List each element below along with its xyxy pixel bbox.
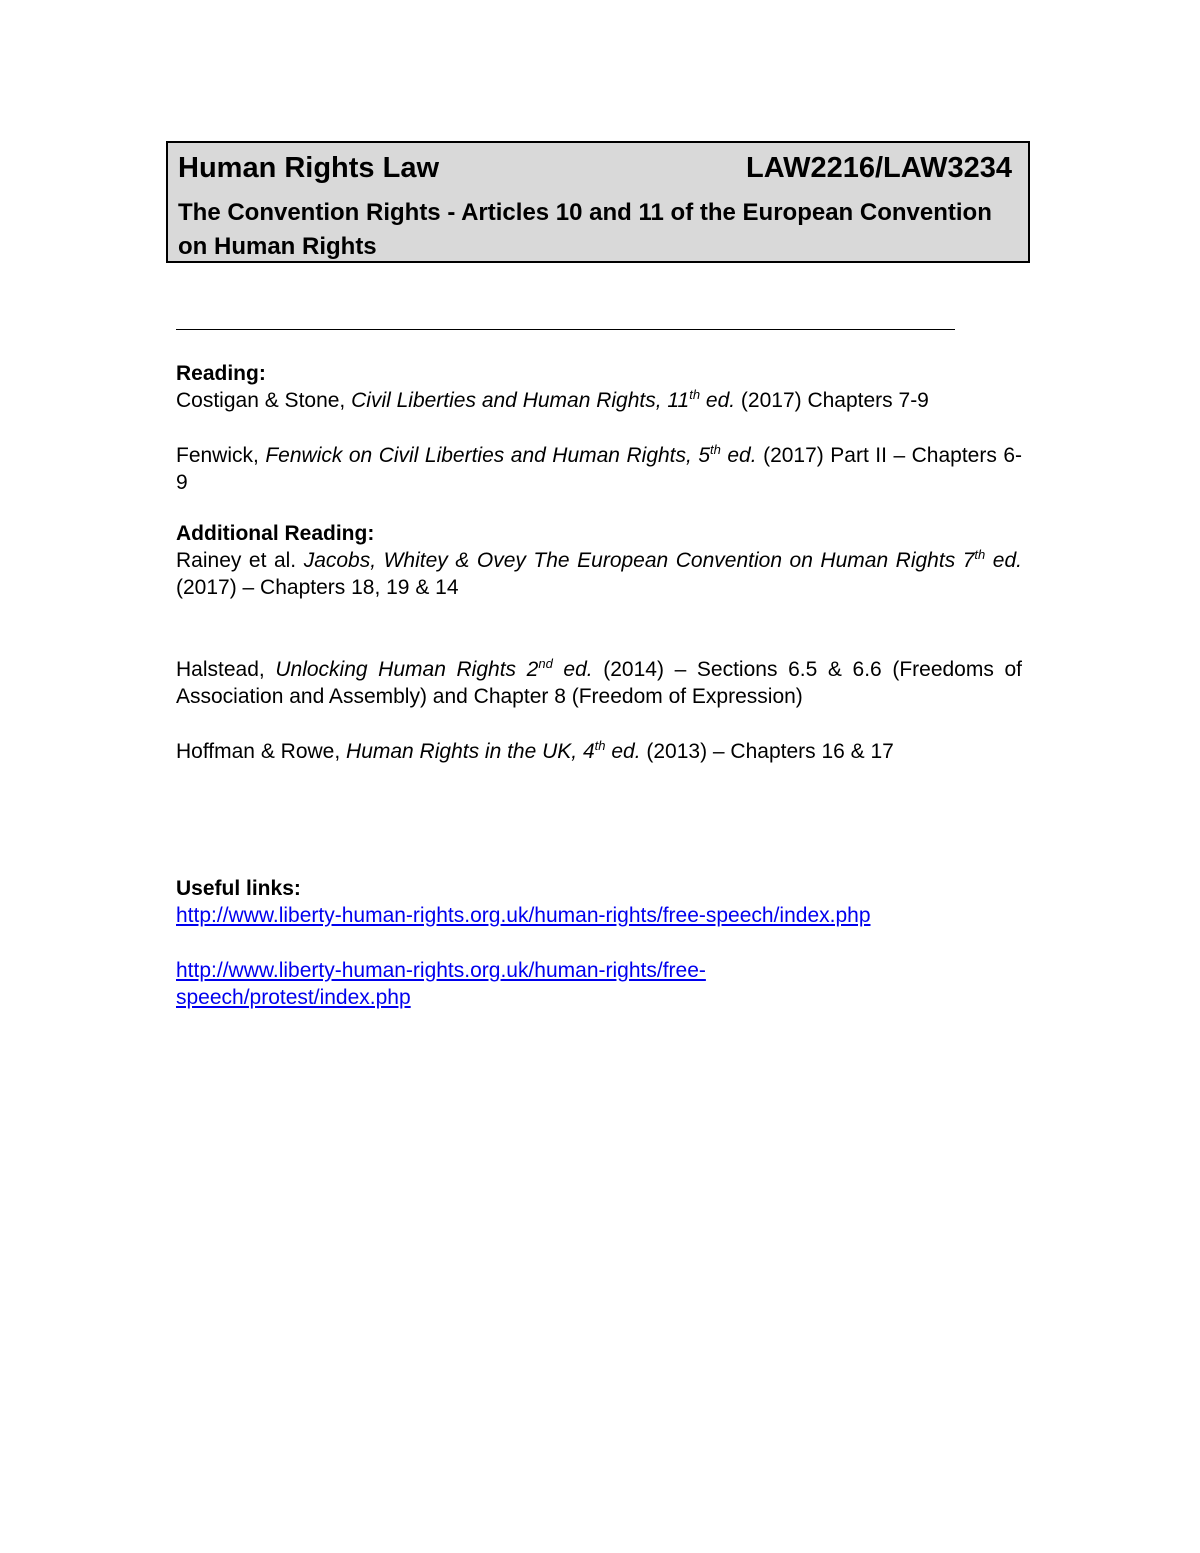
entry-author: Halstead, — [176, 658, 276, 681]
entry-author: Hoffman & Rowe, — [176, 740, 347, 763]
entry-ordinal-suffix: th — [710, 442, 721, 457]
entry-edition: ed. — [720, 444, 757, 467]
header-box — [166, 141, 1030, 263]
entry-ordinal-suffix: nd — [538, 656, 553, 671]
link-item — [176, 902, 956, 929]
additional-reading-entry — [176, 547, 1022, 601]
entry-ordinal-suffix: th — [689, 387, 701, 402]
entry-details: (2014) – Sections 6.5 & 6.6 (Freedoms of Association and Assembly) and Chapter 8 (Freedom of Expression) — [176, 658, 1022, 708]
entry-author: Costigan & Stone, — [176, 389, 352, 412]
entry-author: Rainey et al. — [176, 549, 304, 572]
reading-entry — [176, 442, 1022, 496]
liberty-free-speech-link[interactable]: http://www.liberty-human-rights.org.uk/human-rights/free-speech/index.php — [176, 904, 871, 927]
entry-details: (2017) – Chapters 18, 19 & 14 — [176, 576, 459, 599]
course-codes: LAW2216/LAW3234 — [746, 152, 1012, 184]
liberty-protest-link[interactable]: http://www.liberty-human-rights.org.uk/human-rights/free-speech/protest/index.php — [176, 959, 706, 1009]
entry-title: Unlocking Human Rights 2 — [275, 658, 539, 681]
entry-title: Human Rights in the UK, 4 — [346, 740, 595, 763]
entry-edition: ed. — [700, 389, 736, 412]
course-title: Human Rights Law — [178, 152, 440, 184]
additional-reading-heading: Additional Reading: — [176, 522, 375, 545]
additional-reading-entry — [176, 738, 1022, 765]
entry-author: Fenwick, — [176, 444, 266, 467]
entry-edition: ed. — [552, 658, 593, 681]
reading-heading: Reading: — [176, 362, 266, 385]
reading-entry — [176, 387, 1022, 414]
entry-details: (2013) – Chapters 16 & 17 — [640, 740, 894, 763]
horizontal-rule — [176, 329, 955, 330]
entry-ordinal-suffix: th — [974, 547, 986, 562]
topic-title: The Convention Rights - Articles 10 and 11 of the European Convention on Human Rights — [178, 199, 992, 260]
useful-links-heading: Useful links: — [176, 877, 301, 900]
entry-edition: ed. — [605, 740, 641, 763]
entry-details: (2017) Part II – Chapters 6-9 — [176, 444, 1023, 494]
entry-title: Fenwick on Civil Liberties and Human Rights, 5 — [265, 444, 711, 467]
header-top-row — [178, 148, 1018, 188]
document-body — [176, 360, 1022, 1011]
entry-title: Jacobs, Whitey & Ovey The European Convention on Human Rights 7 — [303, 549, 975, 572]
entry-ordinal-suffix: th — [594, 738, 606, 753]
entry-title: Civil Liberties and Human Rights, 11 — [351, 389, 690, 412]
additional-reading-entry — [176, 656, 1022, 710]
entry-edition: ed. — [985, 549, 1022, 572]
entry-details: (2017) Chapters 7-9 — [735, 389, 929, 412]
link-item — [176, 957, 816, 1011]
